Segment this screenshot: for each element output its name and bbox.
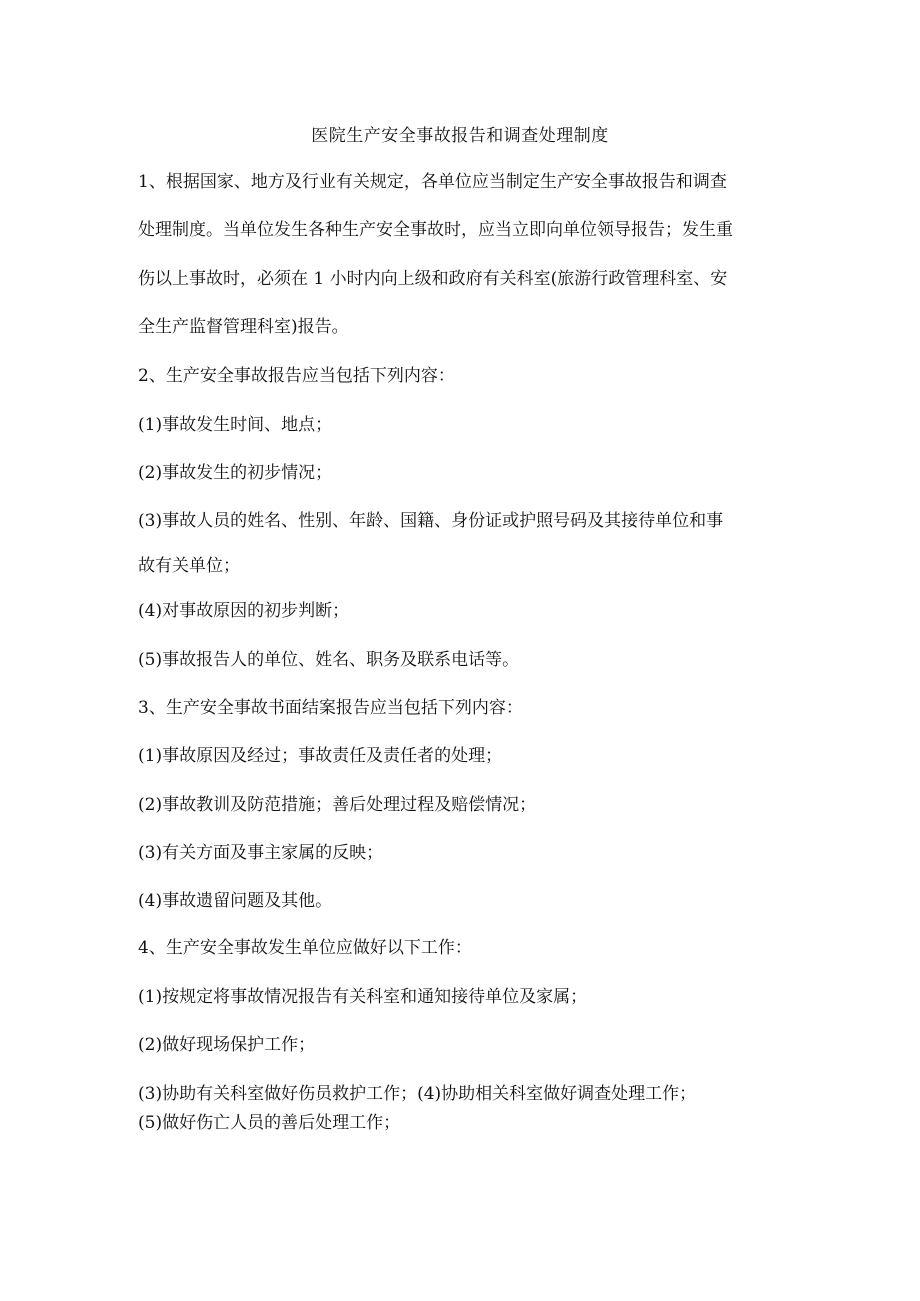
section-2-item-5: (5)事故报告人的单位、姓名、职务及联系电话等。 [138,650,520,670]
document-title: 医院生产安全事故报告和调查处理制度 [311,126,609,146]
section-2-item-3-line-1: (3)事故人员的姓名、性别、年龄、国籍、身份证或护照号码及其接待单位和事 [138,511,724,531]
paragraph-1-line-1: 1、根据国家、地方及行业有关规定，各单位应当制定生产安全事故报告和调查 [138,172,727,192]
section-4-item-3-4: (3)协助有关科室做好伤员救护工作；(4)协助相关科室做好调查处理工作； [138,1084,697,1104]
section-2-heading: 2、生产安全事故报告应当包括下列内容： [138,366,455,386]
section-4-item-1: (1)按规定将事故情况报告有关科室和通知接待单位及家属； [138,987,588,1007]
paragraph-1-line-3: 伤以上事故时，必须在 1 小时内向上级和政府有关科室(旅游行政管理科室、安 [138,269,728,289]
paragraph-1-line-4: 全生产监督管理科室)报告。 [138,317,349,337]
section-3-item-1: (1)事故原因及经过；事故责任及责任者的处理； [138,746,503,766]
section-4-heading: 4、生产安全事故发生单位应做好以下工作： [138,938,472,958]
section-3-item-2: (2)事故教训及防范措施；善后处理过程及赔偿情况； [138,795,537,815]
section-3-heading: 3、生产安全事故书面结案报告应当包括下列内容： [138,698,523,718]
section-3-item-4: (4)事故遗留问题及其他。 [138,891,333,911]
paragraph-1-line-2: 处理制度。当单位发生各种生产安全事故时，应当立即向单位领导报告；发生重 [138,220,733,240]
section-2-item-1: (1)事故发生时间、地点； [138,415,333,435]
section-4-item-2: (2)做好现场保护工作； [138,1035,316,1055]
section-2-item-2: (2)事故发生的初步情况； [138,463,333,483]
section-3-item-3: (3)有关方面及事主家属的反映； [138,843,384,863]
section-2-item-3-line-2: 故有关单位； [138,556,240,576]
section-2-item-4: (4)对事故原因的初步判断； [138,601,350,621]
section-4-item-5: (5)做好伤亡人员的善后处理工作； [138,1113,401,1133]
